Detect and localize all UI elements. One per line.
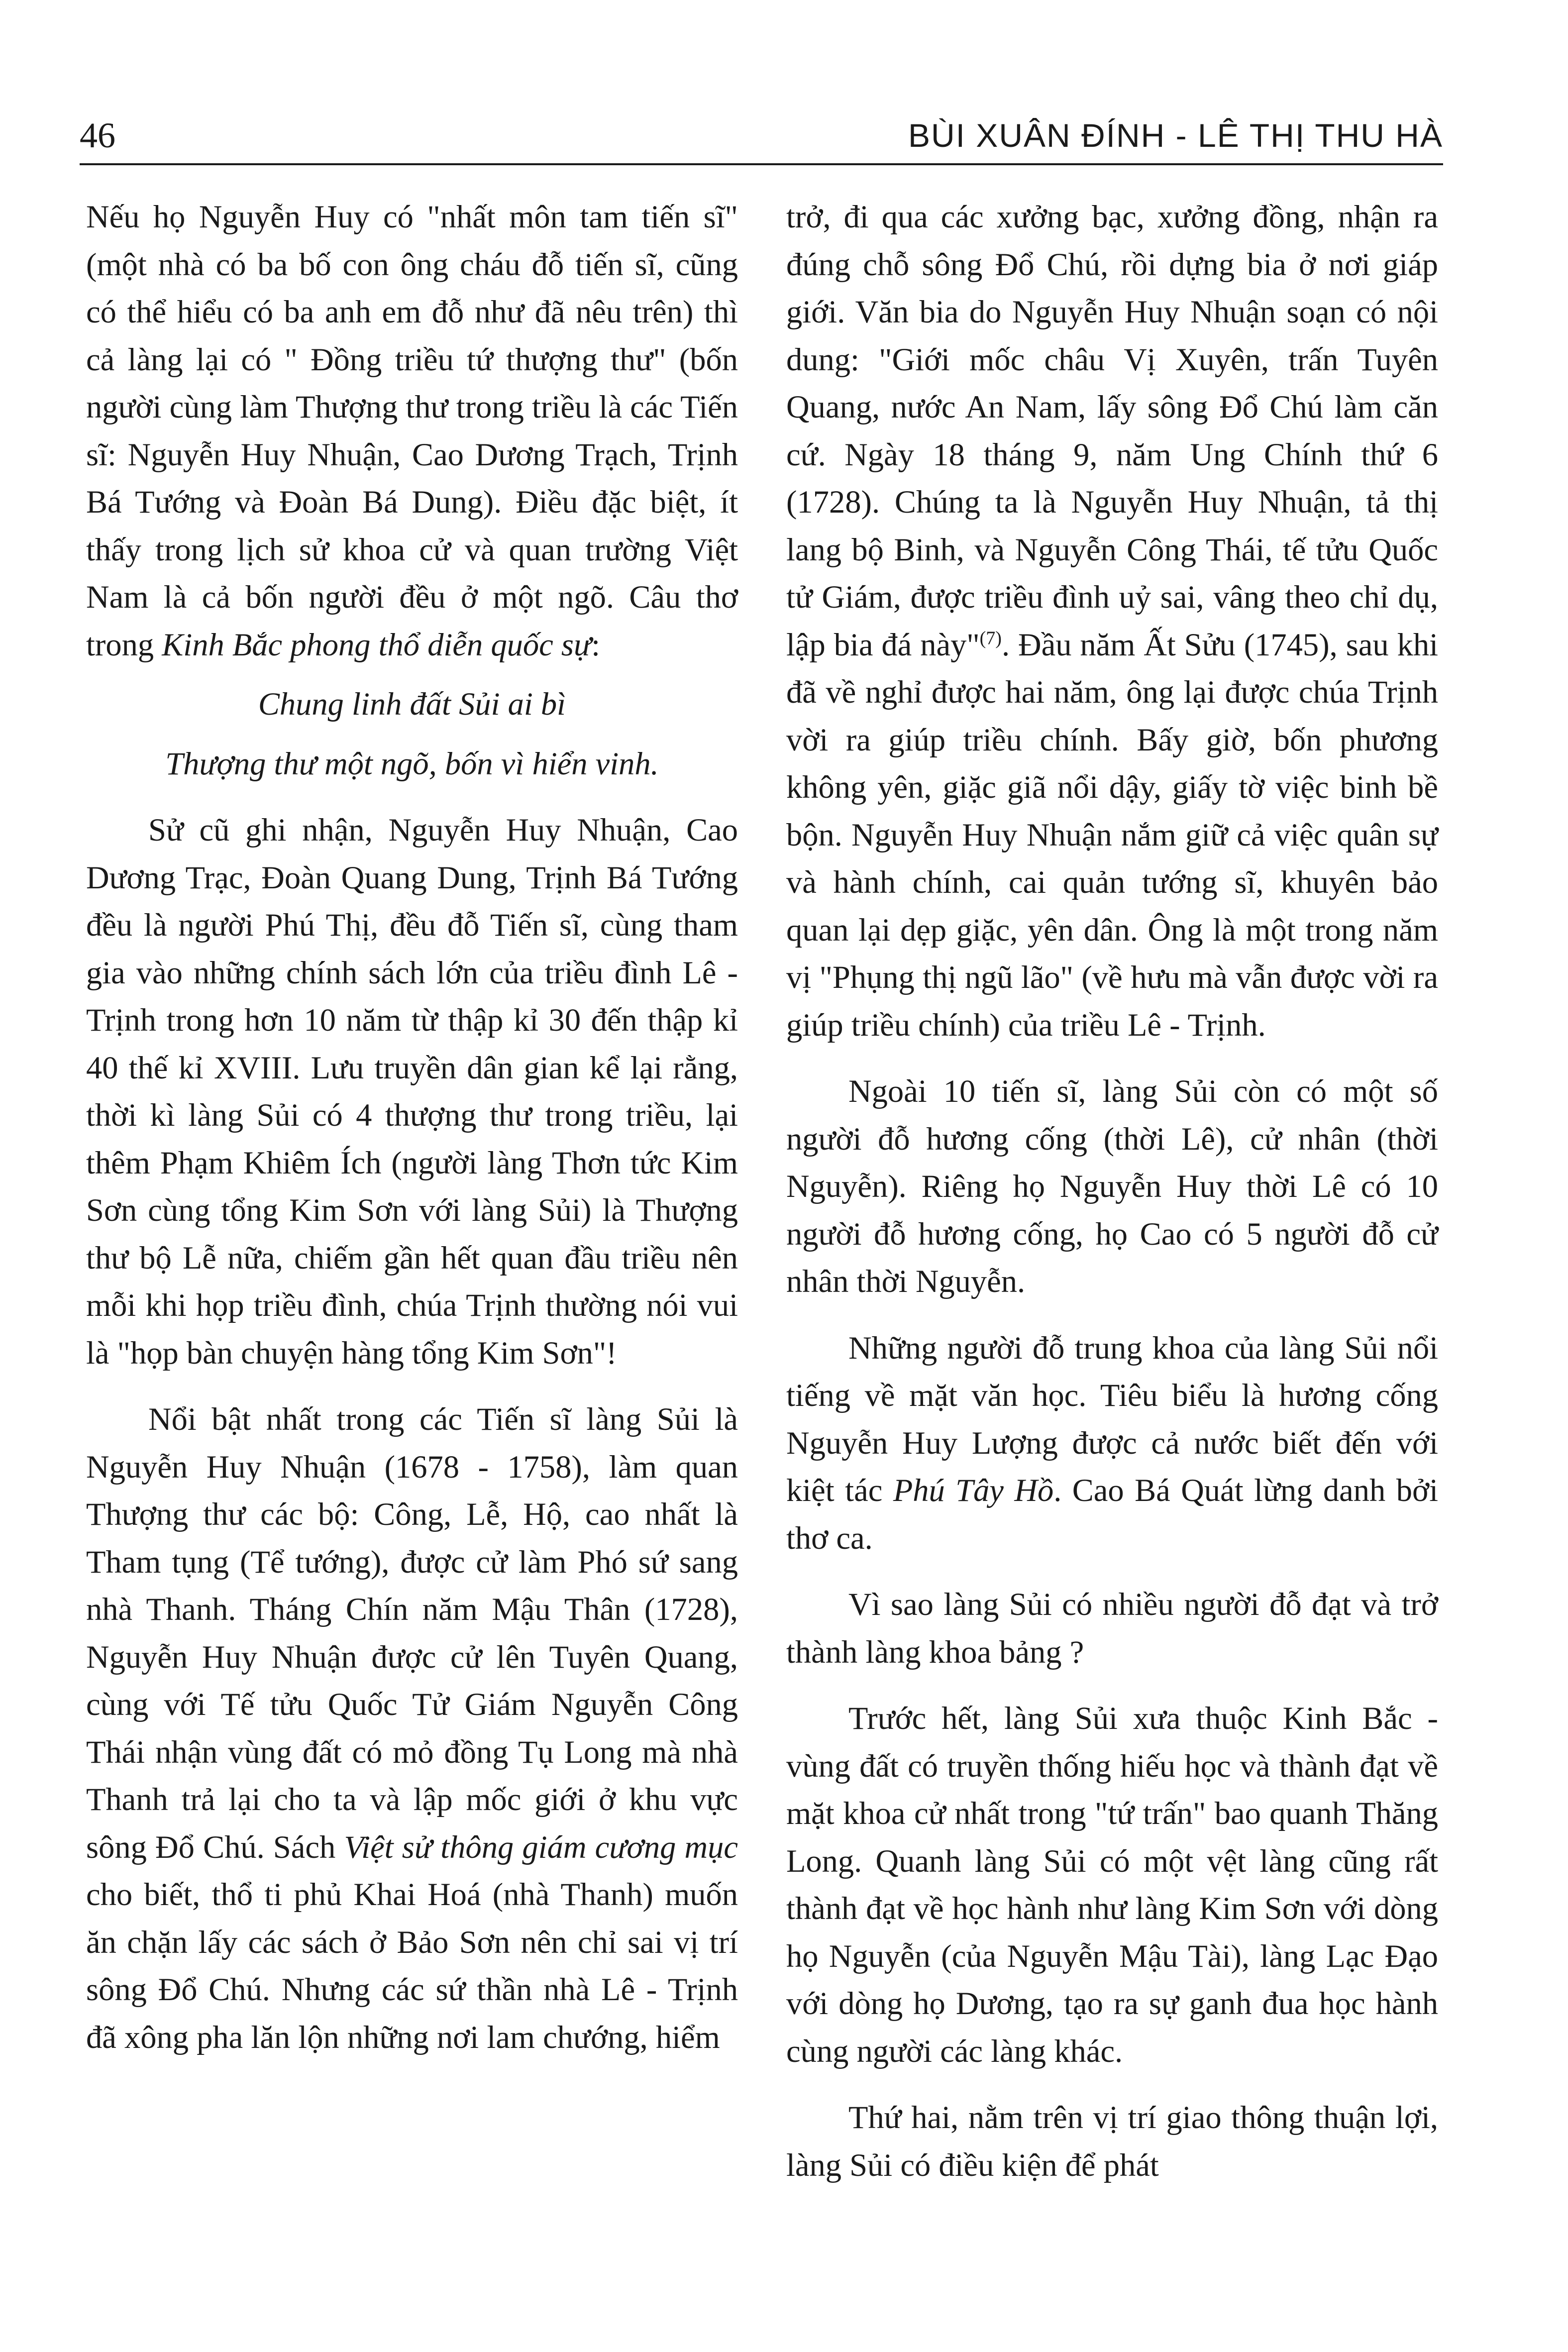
paragraph-text: trở, đi qua các xưởng bạc, xưởng đồng, nhận ra đúng chỗ sông Đổ Chú, rồi dựng bia ở nơi giáp giới. Văn bia do Nguyễn Huy Nhuận soạn có nội dung: "Giới mốc châu Vị Xuyên, trấn Tuyên Quang, nước An Nam, lấy sông Đổ Chú làm căn cứ. Ngày 18 tháng 9, năm Ung Chính thứ 6 (1728). Chúng ta là Nguyễn Huy Nhuận, tả thị lang bộ Binh, và Nguyễn Công Thái, tế tửu Quốc tử Giám, được triều đình uỷ sai, vâng theo chỉ dụ, lập bia đá này" [786,199,1438,662]
paragraph-text: Nếu họ Nguyễn Huy có "nhất môn tam tiến sĩ" (một nhà có ba bố con ông cháu đỗ tiến sĩ, cũng có thể hiểu có ba anh em đỗ như đã nêu trên) thì cả làng lại có " Đồng triều tứ thượng thư" (bốn người cùng làm Thượng thư trong triều là các Tiến sĩ: Nguyễn Huy Nhuận, Cao Dương Trạch, Trịnh Bá Tướng và Đoàn Bá Dung). Điều đặc biệt, ít thấy trong lịch sử khoa cử và quan trường Việt Nam là cả bốn người đều ở một ngõ. Câu thơ trong [86,199,738,662]
paragraph-text: cho biết, thổ ti phủ Khai Hoá (nhà Thanh) muốn ăn chặn lấy các sách ở Bảo Sơn nên chỉ sai vị trí sông Đổ Chú. Nhưng các sứ thần nhà Lê - Trịnh đã xông pha lăn lộn những nơi lam chướng, hiểm [86,1877,738,2055]
footnote-marker: (7) [979,628,1002,648]
verse-line-1: Chung linh đất Sủi ai bì [258,686,566,722]
paragraph-1 [86,193,738,668]
header-rule [80,163,1443,165]
running-head: BÙI XUÂN ĐÍNH - LÊ THỊ THU HÀ [908,117,1443,154]
page-number: 46 [80,115,115,155]
paragraph-6 [786,1324,1438,1562]
paragraph-5: Ngoài 10 tiến sĩ, làng Sủi còn có một số người đỗ hương cống (thời Lê), cử nhân (thời Nguyễn). Riêng họ Nguyễn Huy thời Lê có 10 người đỗ hương cống, họ Cao có 5 người đỗ cử nhân thời Nguyễn. [786,1073,1438,1299]
italic-title: Việt sử thông giám cương mục [344,1829,738,1865]
page-header [80,112,1443,159]
paragraph-text: . Cao Bá Quát lừng danh bởi thơ ca. [786,1473,1438,1556]
paragraph-text: . Đầu năm Ất Sửu (1745), sau khi đã về nghỉ được hai năm, ông lại được chúa Trịnh vời ra giúp triều chính. Bấy giờ, bốn phương không yên, giặc giã nổi dậy, giấy tờ việc binh bề bộn. Nguyễn Huy Nhuận nắm giữ cả việc quân sự và hành chính, cai quản tướng sĩ, khuyên bảo quan lại dẹp giặc, yên dân. Ông là một trong năm vị "Phụng thị ngũ lão" (về hưu mà vẫn được vời ra giúp triều chính) của triều Lê - Trịnh. [786,627,1438,1043]
right-column [786,193,1438,2189]
left-column [86,193,738,2061]
paragraph-text: : [591,627,601,662]
paragraph-8: Trước hết, làng Sủi xưa thuộc Kinh Bắc - vùng đất có truyền thống hiếu học và thành đạt về mặt khoa cử nhất trong "tứ trấn" bao quanh Thăng Long. Quanh làng Sủi có một vệt làng cũng rất thành đạt về học hành như làng Kim Sơn với dòng họ Nguyễn (của Nguyễn Mậu Tài), làng Lạc Đạo với dòng họ Dương, tạo ra sự ganh đua học hành cùng người các làng khác. [786,1701,1438,2069]
paragraph-3 [86,1395,738,2061]
paragraph-text: Nổi bật nhất trong các Tiến sĩ làng Sủi là Nguyễn Huy Nhuận (1678 - 1758), làm quan Thượng thư các bộ: Công, Lễ, Hộ, cao nhất là Tham tụng (Tể tướng), được cử làm Phó sứ sang nhà Thanh. Tháng Chín năm Mậu Thân (1728), Nguyễn Huy Nhuận được cử lên Tuyên Quang, cùng với Tế tửu Quốc Tử Giám Nguyễn Công Thái nhận vùng đất có mỏ đồng Tụ Long mà nhà Thanh trả lại cho ta và lập mốc giới ở khu vực sông Đổ Chú. Sách [86,1401,738,1865]
verse-line-2: Thượng thư một ngõ, bốn vì hiển vinh. [165,746,659,781]
italic-title: Kinh Bắc phong thổ diễn quốc sự [162,627,592,662]
paragraph-9: Thứ hai, nằm trên vị trí giao thông thuận lợi, làng Sủi có điều kiện để phát [786,2100,1438,2183]
paragraph-7: Vì sao làng Sủi có nhiều người đỗ đạt và trở thành làng khoa bảng ? [786,1587,1438,1670]
paragraph-4 [786,193,1438,1049]
paragraph-2: Sử cũ ghi nhận, Nguyễn Huy Nhuận, Cao Dương Trạc, Đoàn Quang Dung, Trịnh Bá Tướng đều là người Phú Thị, đều đỗ Tiến sĩ, cùng tham gia vào những chính sách lớn của triều đình Lê - Trịnh trong hơn 10 năm từ thập kỉ 30 đến thập kỉ 40 thế kỉ XVIII. Lưu truyền dân gian kể lại rằng, thời kì làng Sủi có 4 thượng thư trong triều, lại thêm Phạm Khiêm Ích (người làng Thơn tức Kim Sơn cùng tổng Kim Sơn với làng Sủi) là Thượng thư bộ Lễ nữa, chiếm gần hết quan đầu triều nên mỗi khi họp triều đình, chúa Trịnh thường nói vui là "họp bàn chuyện hàng tổng Kim Sơn"! [86,812,738,1371]
paragraph-text: Những người đỗ trung khoa của làng Sủi nổi tiếng về mặt văn học. Tiêu biểu là hương cống Nguyễn Huy Lượng được cả nước biết đến với kiệt tác [786,1330,1438,1508]
italic-title: Phú Tây Hồ [893,1473,1054,1508]
